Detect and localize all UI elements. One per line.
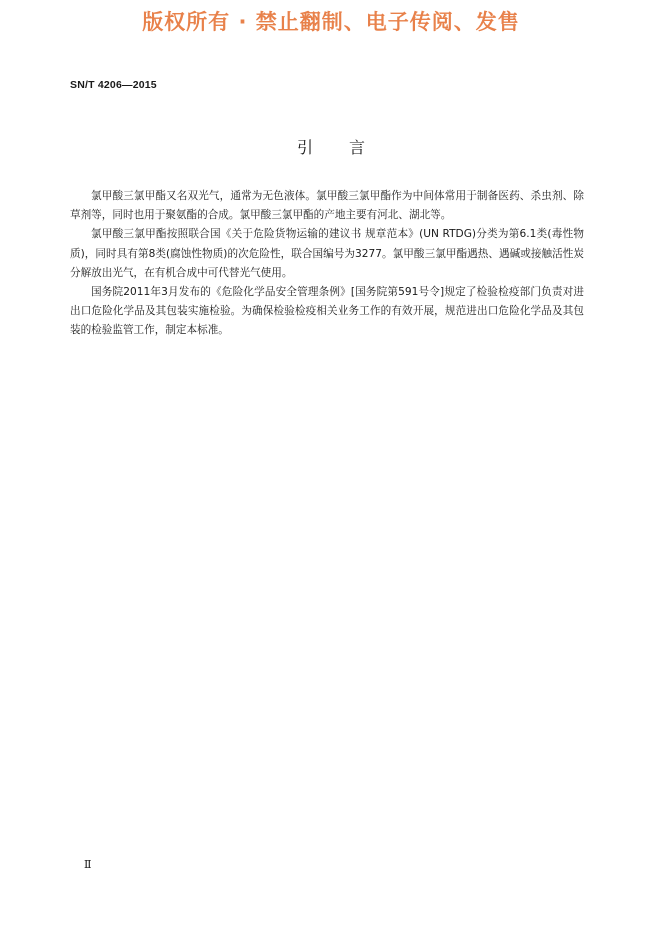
paragraph: 国务院2011年3月发布的《危险化学品安全管理条例》[国务院第591号令]规定了检验检疫部门负责对进出口危险化学品及其包装实施检验。为确保检验检疫相关业务工作的有效开展，规范进出口危险化学品及其包装的检验监管工作，制定本标准。 [70,286,584,337]
standard-code: SN/T 4206—2015 [70,79,157,91]
body-text [70,187,584,341]
section-title: 引言 [296,138,401,157]
copyright-watermark: 版权所有 · 禁止翻制、电子传阅、发售 [142,10,520,34]
paragraph: 氯甲酸三氯甲酯又名双光气，通常为无色液体。氯甲酸三氯甲酯作为中间体常用于制备医药、杀虫剂、除草剂等，同时也用于聚氨酯的合成。氯甲酸三氯甲酯的产地主要有河北、湖北等。 [70,190,584,222]
paragraph: 氯甲酸三氯甲酯按照联合国《关于危险货物运输的建议书 规章范本》(UN RTDG)分类为第6.1类(毒性物质)，同时具有第8类(腐蚀性物质)的次危险性，联合国编号为3277。氯甲酸三氯甲酯遇热、遇碱或接触活性炭分解放出光气，在有机合成中可代替光气使用。 [70,228,584,279]
page-number: Ⅱ [84,859,92,871]
